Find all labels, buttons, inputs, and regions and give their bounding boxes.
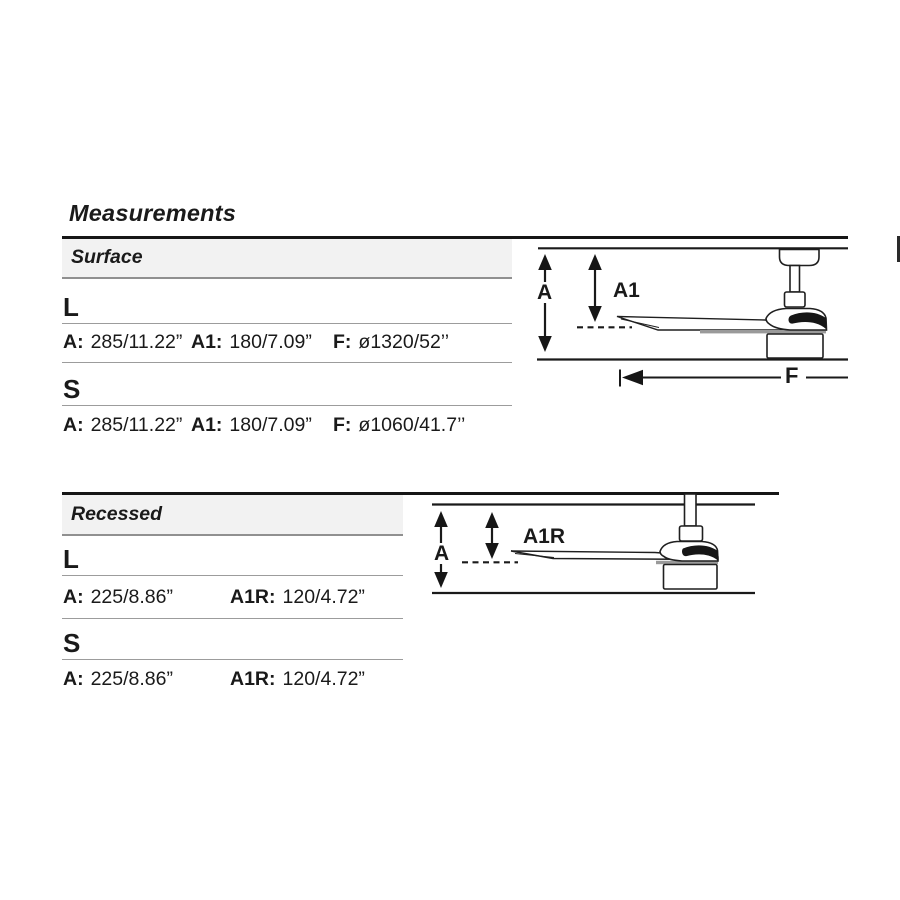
recessed-diagram xyxy=(425,486,790,611)
measure-a-label: A: xyxy=(63,413,84,436)
fan-connector xyxy=(680,526,703,541)
fan-light-box xyxy=(664,565,718,590)
measure-a1-label: A1: xyxy=(191,331,223,354)
surface-table-header xyxy=(62,239,512,279)
measure-a xyxy=(63,668,230,691)
page-title: Measurements xyxy=(69,200,236,226)
variant-label: S xyxy=(63,374,81,405)
measure-a1r-value: 120/4.72” xyxy=(282,585,365,608)
measure-a-label: A: xyxy=(63,585,84,608)
measure-f-label: F: xyxy=(333,413,352,436)
surface-row-L-measures xyxy=(62,324,512,363)
measure-a xyxy=(63,586,230,609)
measure-f-value: ø1320/52’’ xyxy=(358,331,450,354)
measure-a-label: A: xyxy=(63,667,84,690)
measure-a-value: 285/11.22” xyxy=(90,331,183,354)
measure-f xyxy=(333,331,449,354)
measure-a1r-label: A1R: xyxy=(230,667,276,690)
dim-arrow-A1R xyxy=(485,512,499,559)
measure-a-label: A: xyxy=(63,331,84,354)
fan-downrod xyxy=(685,494,697,526)
dim-label-A: A xyxy=(537,281,553,304)
surface-row-L-variant xyxy=(62,279,512,324)
fan-canopy xyxy=(780,250,820,266)
fan-light-box xyxy=(767,334,823,358)
recessed-row-L-variant xyxy=(62,536,403,577)
fan-downrod xyxy=(790,266,800,293)
measure-a1-value: 180/7.09” xyxy=(229,331,312,354)
recessed-row-S-measures xyxy=(62,660,403,698)
dim-arrow-A1 xyxy=(588,254,602,322)
variant-label: S xyxy=(63,628,81,659)
recessed-row-L-measures xyxy=(62,576,403,619)
measure-a-value: 225/8.86” xyxy=(90,585,173,608)
measure-a1-label: A1: xyxy=(191,413,223,436)
measure-f-label: F: xyxy=(333,331,352,354)
surface-table xyxy=(62,239,512,444)
recessed-table xyxy=(62,495,403,699)
measure-a-value: 285/11.22” xyxy=(90,413,183,436)
measure-a1r-value: 120/4.72” xyxy=(282,667,365,690)
dim-label-A1R: A1R xyxy=(523,525,566,548)
variant-label: L xyxy=(63,291,79,322)
measure-a xyxy=(63,414,191,437)
dim-label-A1: A1 xyxy=(613,279,640,302)
fan-connector xyxy=(785,292,806,307)
measure-a1r-label: A1R: xyxy=(230,585,276,608)
dim-label-A: A xyxy=(434,542,450,565)
recessed-header-label: Recessed xyxy=(71,502,163,525)
variant-label: L xyxy=(63,544,79,575)
dim-label-F: F xyxy=(785,363,799,388)
measure-a-value: 225/8.86” xyxy=(90,667,173,690)
measure-a1r xyxy=(230,668,365,691)
measure-a xyxy=(63,331,191,354)
recessed-row-S-variant xyxy=(62,619,403,660)
dim-arrow-F xyxy=(620,370,848,387)
measure-a1 xyxy=(191,414,333,437)
measure-a1 xyxy=(191,331,333,354)
measure-f xyxy=(333,414,465,437)
measure-a1-value: 180/7.09” xyxy=(229,413,312,436)
measure-a1r xyxy=(230,586,365,609)
recessed-table-header xyxy=(62,495,403,536)
page-edge-fragment xyxy=(897,236,900,262)
surface-header-label: Surface xyxy=(71,246,143,269)
surface-diagram xyxy=(515,230,865,400)
surface-row-S-variant xyxy=(62,363,512,406)
measure-f-value: ø1060/41.7’’ xyxy=(358,413,466,436)
surface-row-S-measures xyxy=(62,406,512,444)
